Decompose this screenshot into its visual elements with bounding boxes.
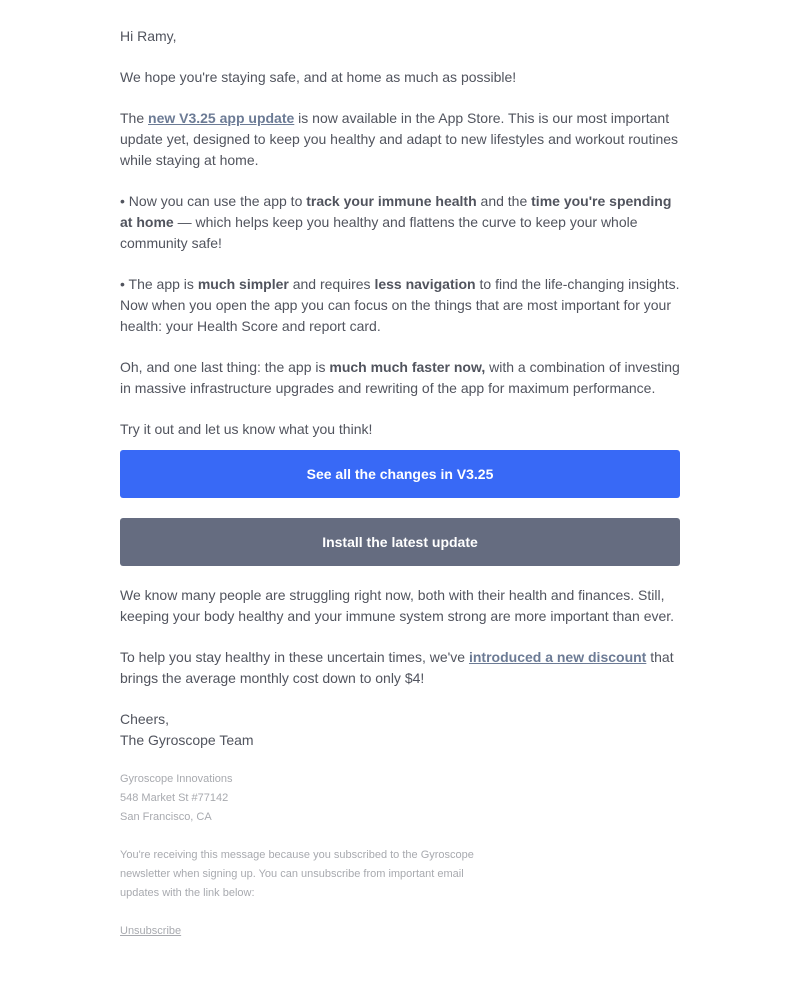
app-update-link[interactable]: new V3.25 app update [148, 110, 295, 126]
unsubscribe-link[interactable]: Unsubscribe [120, 925, 182, 937]
speed-paragraph [120, 357, 682, 399]
discount-paragraph [120, 647, 682, 689]
bullet-text: and requires [288, 276, 375, 292]
email-footer [120, 770, 682, 941]
bullet-emphasis: much simpler [197, 276, 289, 292]
intro-paragraph: We hope you're staying safe, and at home as much as possible! [120, 69, 517, 85]
struggle-paragraph: We know many people are struggling right now, both with their health and finances. Still, keeping your body healthy and your immune system strong are more important than ever. [120, 587, 675, 624]
bullet-emphasis: less navigation [374, 276, 476, 292]
bullet-text: — which helps keep you healthy and flattens the curve to keep your whole community safe! [120, 214, 638, 251]
discount-link[interactable]: introduced a new discount [468, 649, 647, 665]
bullet-text: • The app is [120, 276, 198, 292]
update-paragraph [120, 108, 682, 171]
bullet-text: and the [476, 193, 532, 209]
update-prefix: The [120, 110, 149, 126]
immune-health-bullet [120, 191, 682, 254]
simpler-app-bullet [120, 274, 682, 337]
see-changes-button[interactable]: See all the changes in V3.25 [120, 450, 680, 498]
bullet-emphasis: track your immune health [306, 193, 477, 209]
install-update-button[interactable]: Install the latest update [120, 518, 680, 566]
speed-text: Oh, and one last thing: the app is [120, 359, 330, 375]
signoff [120, 709, 682, 751]
discount-suffix: that brings the average monthly cost down to only $4! [120, 649, 674, 686]
signoff-cheers: Cheers, [120, 711, 170, 727]
speed-emphasis: much much faster now, [329, 359, 486, 375]
company-city: San Francisco, CA [120, 811, 212, 823]
closing-section [120, 585, 682, 751]
speed-text: with a combination of investing in massive infrastructure upgrades and rewriting of the app for maximum performance. [120, 359, 680, 396]
bullet-emphasis: time you're spending at home [120, 193, 672, 230]
bullet-text: • Now you can use the app to [120, 193, 307, 209]
signoff-team: The Gyroscope Team [120, 732, 254, 748]
discount-prefix: To help you stay healthy in these uncertain times, we've [120, 649, 469, 665]
update-suffix: is now available in the App Store. This is our most important update yet, designed to keep you healthy and adapt to new lifestyles and workout routines while staying at home. [120, 110, 679, 168]
company-street: 548 Market St #77142 [120, 792, 229, 804]
email-body [120, 26, 682, 941]
company-name: Gyroscope Innovations [120, 773, 233, 785]
company-address [120, 770, 682, 827]
try-it-paragraph: Try it out and let us know what you think! [120, 421, 373, 437]
subscription-note: You're receiving this message because you subscribed to the Gyroscope newsletter when signing up. You can unsubscribe from important email updates with the link below: [120, 849, 474, 899]
greeting: Hi Ramy, [120, 28, 177, 44]
bullet-text: to find the life-changing insights. Now when you open the app you can focus on the things that are most important for your health: your Health Score and report card. [120, 276, 680, 334]
